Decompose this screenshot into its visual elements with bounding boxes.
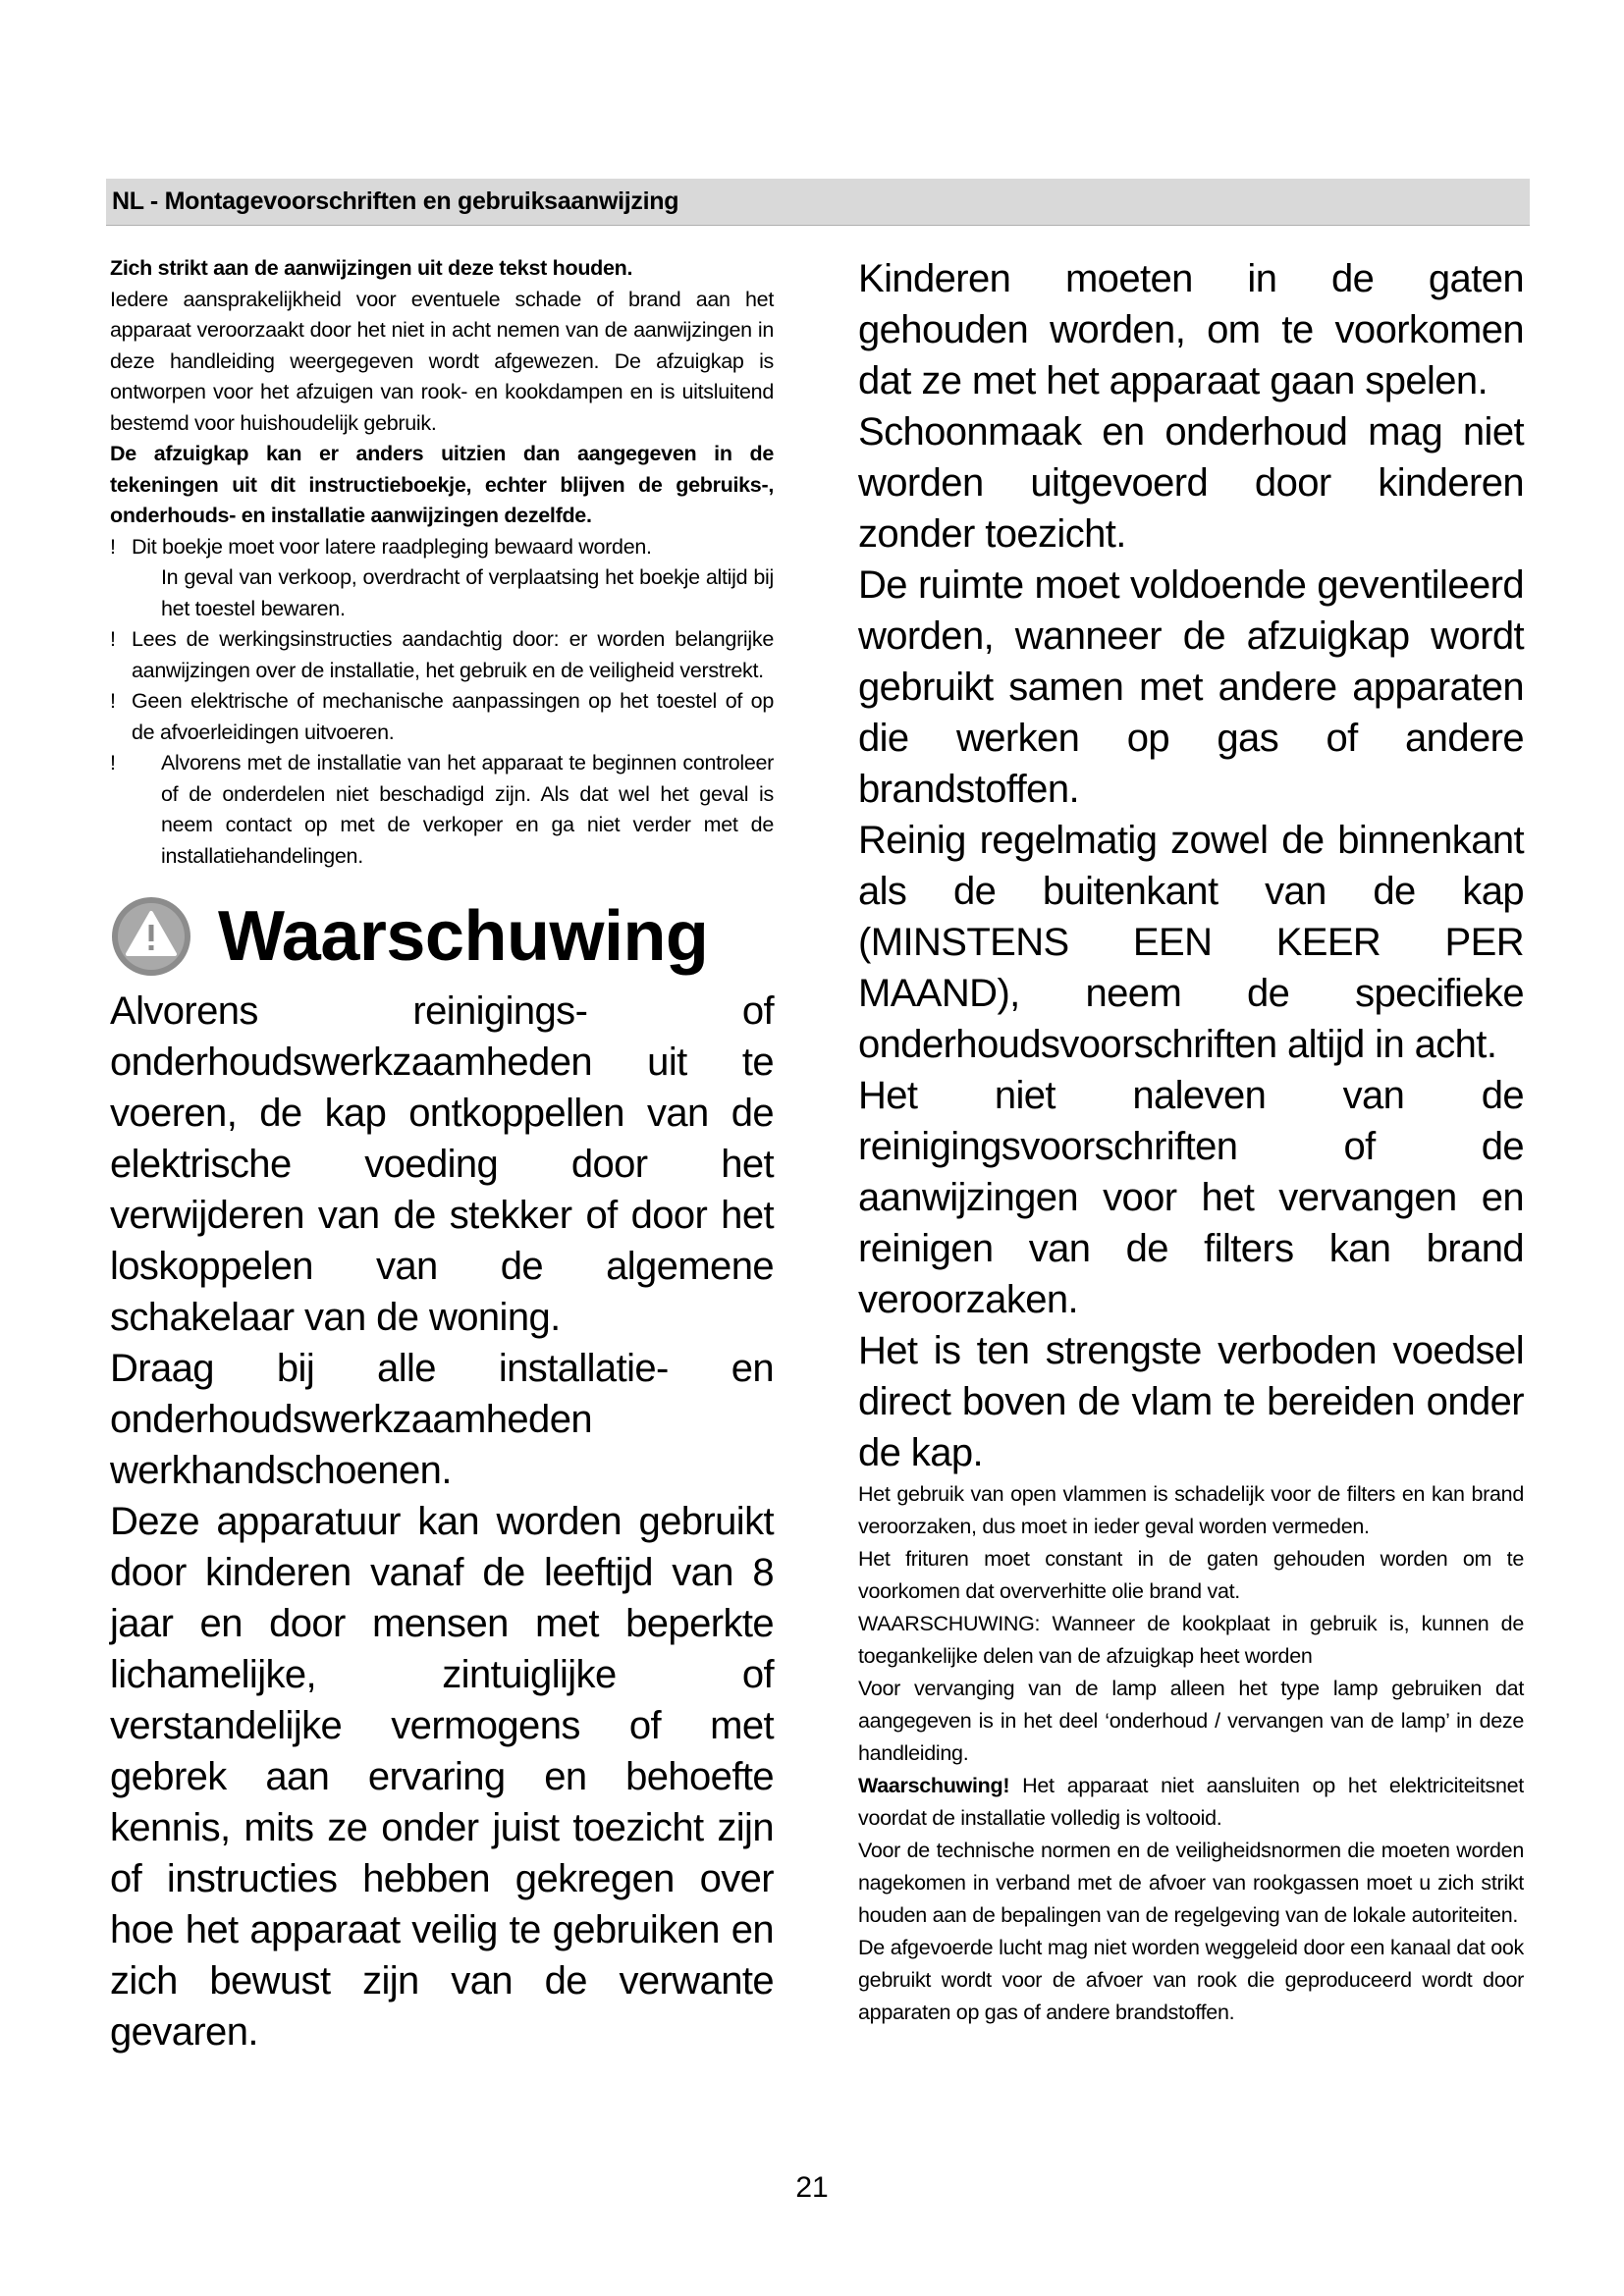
small-paragraph: Voor de technische normen en de veiligheidsnormen die moeten worden nagekomen in verband met de afvoer van rookgassen moet u zich strikt houden aan de bepalingen van de regelgeving van de lokale autoriteiten. <box>858 1839 1524 1927</box>
warning-lead-text: Het apparaat niet aansluiten op het elektriciteitsnet voordat de installatie volledig is voltooid. <box>858 1774 1524 1830</box>
small-paragraph <box>858 1770 1524 1835</box>
bullet-text: Geen elektrische of mechanische aanpassingen op het toestel of op de afvoerleidingen uitvoeren. <box>132 689 774 744</box>
small-paragraph: De afgevoerde lucht mag niet worden weggeleid door een kanaal dat ook gebruikt wordt voor de afvoer van rook die geproduceerd wordt door apparaten op gas of andere brandstoffen. <box>858 1936 1524 2024</box>
bullet-text: Dit boekje moet voor latere raadpleging bewaard worden. <box>132 534 652 559</box>
warning-triangle-icon <box>110 895 192 978</box>
right-column <box>858 253 1524 2029</box>
small-paragraph: Het gebruik van open vlammen is schadelijk voor de filters en kan brand veroorzaken, dus moet in ieder geval worden vermeden. <box>858 1482 1524 1538</box>
section-header <box>106 179 1530 226</box>
bullet-marker: ! <box>110 751 116 774</box>
bullet-marker: ! <box>110 689 116 713</box>
bullet-item <box>110 686 774 748</box>
small-paragraph: Voor vervanging van de lamp alleen het type lamp gebruiken dat aangegeven is in het deel ‘onderhoud / vervangen van de lamp’ in deze handleiding. <box>858 1677 1524 1765</box>
warning-paragraph: Deze apparatuur kan worden gebruikt door kinderen vanaf de leeftijd van 8 jaar en door mensen met beperkte lichamelijke, zintuiglijke of verstandelijke vermogens of met gebrek aan ervaring en behoefte kennis, mits ze onder juist toezicht zijn of instructies hebben gekregen over hoe het apparaat veilig te gebruiken en zich bewust zijn van de verwante gevaren. <box>110 1500 774 2054</box>
bullet-item <box>110 624 774 686</box>
warning-lead: Waarschuwing! <box>858 1774 1010 1797</box>
bullet-item <box>110 532 774 625</box>
bullet-marker: ! <box>110 627 116 651</box>
bullet-text: Alvorens met de installatie van het apparaat te beginnen controleer of de onderdelen niet beschadigd zijn. Als dat wel het geval is neem contact op met de verkoper en ga niet verder met de installatiehandelingen. <box>161 751 774 868</box>
intro-text: Iedere aansprakelijkheid voor eventuele schade of brand aan het apparaat veroorzaakt door het niet in acht nemen van de aanwijzingen in deze handleiding weergegeven wordt afgewezen. De afzuigkap is ontworpen voor het afzuigen van rook- en kookdampen en is uitsluitend bestemd voor huishoudelijk gebruik. <box>110 287 774 435</box>
small-paragraph: WAARSCHUWING: Wanneer de kookplaat in gebruik is, kunnen de toegankelijke delen van de afzuigkap heet worden <box>858 1612 1524 1668</box>
large-paragraph: Het is ten strengste verboden voedsel direct boven de vlam te bereiden onder de kap. <box>858 1329 1524 1474</box>
large-paragraph: De ruimte moet voldoende geventileerd worden, wanneer de afzuigkap wordt gebruikt samen met andere apparaten die werken op gas of andere brandstoffen. <box>858 563 1524 811</box>
bullet-marker: ! <box>110 534 116 559</box>
intro-bold: Zich strikt aan de aanwijzingen uit deze tekst houden. <box>110 256 633 280</box>
large-paragraph: Het niet naleven van de reinigingsvoorschriften of de aanwijzingen voor het vervangen en reinigen van de filters kan brand veroorzaken. <box>858 1074 1524 1321</box>
bullet-text: Lees de werkingsinstructies aandachtig door: er worden belangrijke aanwijzingen over de installatie, het gebruik en de veiligheid verstrekt. <box>132 627 774 682</box>
small-paragraph: Het frituren moet constant in de gaten gehouden worden om te voorkomen dat oververhitte olie brand vat. <box>858 1547 1524 1603</box>
page-title: NL - Montagevoorschriften en gebruiksaanwijzing <box>112 187 679 215</box>
large-paragraph: Schoonmaak en onderhoud mag niet worden uitgevoerd door kinderen zonder toezicht. <box>858 410 1524 556</box>
page-number: 21 <box>795 2171 829 2204</box>
design-note: De afzuigkap kan er anders uitzien dan aangegeven in de tekeningen uit dit instructieboekje, echter blijven de gebruiks-, onderhouds- en installatie aanwijzingen dezelfde. <box>110 442 774 527</box>
large-paragraph: Kinderen moeten in de gaten gehouden worden, om te voorkomen dat ze met het apparaat gaan spelen. <box>858 257 1524 402</box>
warning-paragraph: Draag bij alle installatie- en onderhoudswerkzaamheden werkhandschoenen. <box>110 1347 774 1492</box>
bullet-continuation: In geval van verkoop, overdracht of verplaatsing het boekje altijd bij het toestel bewaren. <box>161 565 774 620</box>
warning-paragraph: Alvorens reinigings- of onderhoudswerkzaamheden uit te voeren, de kap ontkoppellen van de elektrische voeding door het verwijderen van de stekker of door het loskoppelen van de algemene schakelaar van de woning. <box>110 989 774 1339</box>
warning-title: Waarschuwing <box>218 897 709 976</box>
left-column <box>110 253 774 2057</box>
warning-heading <box>110 891 774 982</box>
bullet-item <box>110 748 774 872</box>
large-paragraph: Reinig regelmatig zowel de binnenkant als de buitenkant van de kap (MINSTENS EEN KEER PER MAAND), neem de specifieke onderhoudsvoorschriften altijd in acht. <box>858 819 1524 1066</box>
